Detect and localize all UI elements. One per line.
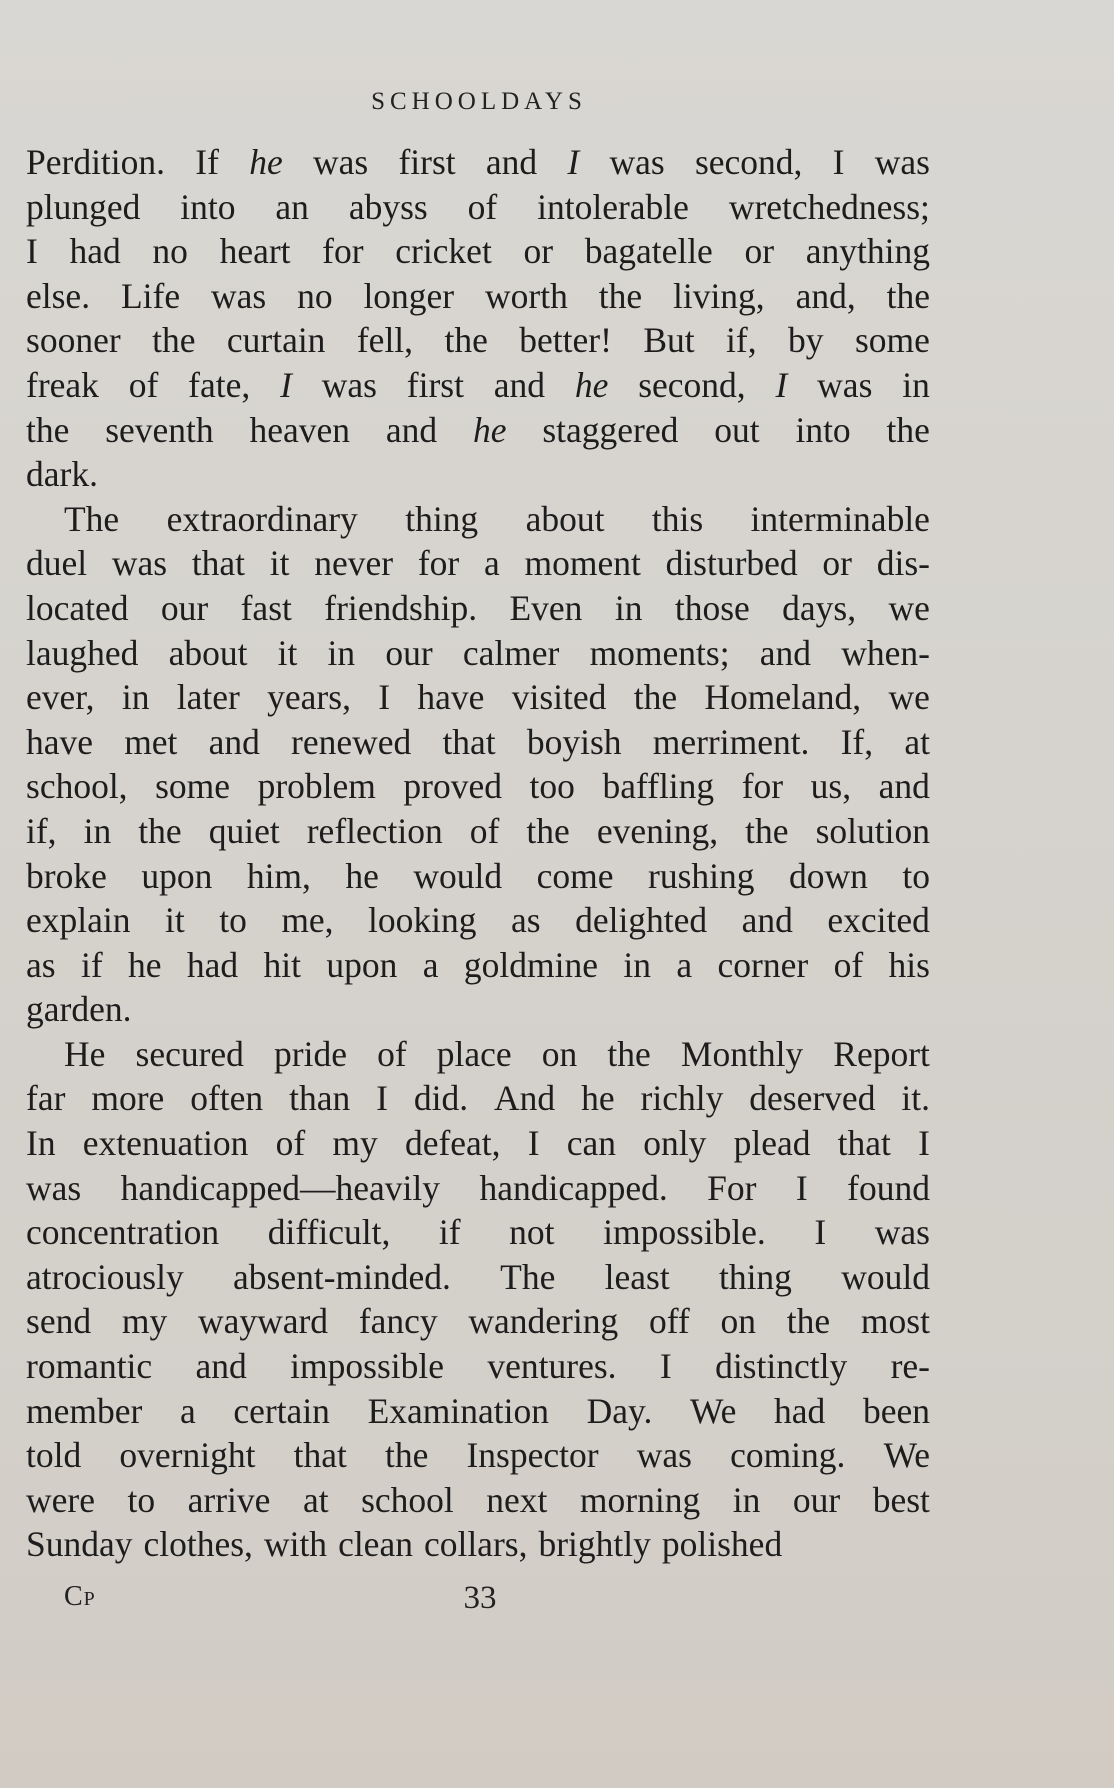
paragraph — [26, 140, 930, 497]
text-line: The extraordinary thing about this interminable — [64, 498, 930, 539]
text-line: laughed about it in our calmer moments; and when- — [26, 632, 930, 673]
text-line: told overnight that the Inspector was coming. We — [26, 1435, 930, 1476]
text-line: dark. — [26, 454, 98, 495]
text-line: Perdition. If he was first and I was second, I was — [26, 142, 930, 182]
text-line: was handicapped—heavily handicapped. For I found — [26, 1167, 930, 1208]
text-line: far more often than I did. And he richly deserved it. — [26, 1078, 930, 1119]
text-line: ever, in later years, I have visited the Homeland, we — [26, 677, 930, 718]
text-line: sooner the curtain fell, the better! But if, by some — [26, 320, 930, 361]
text-line: located our fast friendship. Even in those days, we — [26, 587, 930, 628]
text-line: member a certain Examination Day. We had been — [26, 1390, 930, 1431]
page-number: 33 — [463, 1580, 497, 1616]
text-line: explain it to me, looking as delighted and excited — [26, 900, 930, 941]
text-line: I had no heart for cricket or bagatelle or anything — [26, 231, 930, 272]
text-line: as if he had hit upon a goldmine in a corner of his — [26, 944, 930, 985]
text-line: concentration difficult, if not impossible. I was — [26, 1212, 930, 1253]
text-line: He secured pride of place on the Monthly Report — [64, 1033, 930, 1074]
text-line: send my wayward fancy wandering off on the most — [26, 1301, 930, 1342]
paragraph — [26, 1032, 930, 1567]
text-line: were to arrive at school next morning in our best — [26, 1479, 930, 1520]
text-line: atrociously absent-minded. The least thing would — [26, 1256, 930, 1297]
text-line: Sunday clothes, with clean collars, brightly polished — [26, 1524, 783, 1565]
paragraph — [26, 497, 930, 1032]
text-line: have met and renewed that boyish merriment. If, at — [26, 721, 930, 762]
text-line: else. Life was no longer worth the living, and, the — [26, 275, 930, 316]
text-line: freak of fate, I was first and he second, I was in — [26, 364, 930, 405]
text-line: garden. — [26, 989, 132, 1030]
text-line: the seventh heaven and he staggered out into the — [26, 409, 930, 450]
text-line: duel was that it never for a moment disturbed or dis- — [26, 543, 930, 584]
text-line: romantic and impossible ventures. I distinctly re- — [26, 1346, 930, 1387]
text-line: In extenuation of my defeat, I can only plead that I — [26, 1123, 930, 1164]
body-text — [26, 140, 930, 1567]
signature-mark: Cp — [64, 1581, 96, 1612]
text-line: plunged into an abyss of intolerable wretchedness; — [26, 186, 930, 227]
text-line: broke upon him, he would come rushing down to — [26, 855, 930, 896]
text-line: if, in the quiet reflection of the evening, the solution — [26, 810, 930, 851]
text-line: school, some problem proved too baffling for us, and — [26, 766, 930, 807]
running-head: SCHOOLDAYS — [371, 88, 587, 115]
